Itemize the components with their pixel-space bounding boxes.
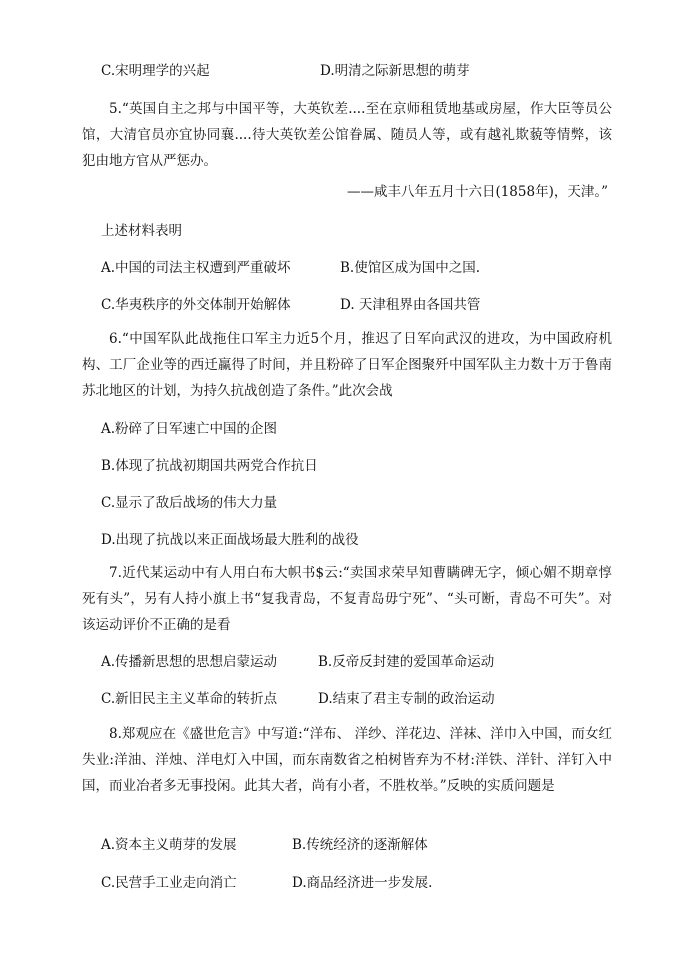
q6-option-d: D.出现了抗战以来正面战场最大胜利的战役 bbox=[101, 532, 359, 548]
q8-option-b: B.传统经济的逐渐解体 bbox=[292, 837, 428, 853]
q8-stem: 8.郑观应在《盛世危言》中写道:“洋布、 洋纱、洋花边、洋袜、洋巾入中国，而女红失业:洋油、洋烛、洋电灯入中国，而东南数省之柏树皆弃为不材:洋铁、洋针、洋钉入中国，而业冶者多无事投闲。此其大者，尚有小者，不胜枚举。”反映的实质问题是 bbox=[82, 726, 612, 794]
q5-option-b: B.使馆区成为国中之国. bbox=[340, 260, 481, 276]
q7-option-b: B.反帝反封建的爱国革命运动 bbox=[318, 654, 495, 670]
q6-option-b: B.体现了抗战初期国共两党合作抗日 bbox=[101, 458, 318, 474]
q6-option-c: C.显示了敌后战场的伟大力量 bbox=[101, 495, 278, 511]
q8-option-c: C.民营手工业走向消亡 bbox=[101, 875, 237, 891]
q8-option-d: D.商品经济进一步发展. bbox=[292, 875, 433, 891]
q4-option-c: C.宋明理学的兴起 bbox=[101, 63, 210, 79]
q5-option-d: D. 天津租界由各国共管 bbox=[340, 297, 481, 313]
q8-option-a: A.资本主义萌芽的发展 bbox=[101, 837, 237, 853]
q7-option-a: A.传播新思想的思想启蒙运动 bbox=[101, 654, 278, 670]
q5-option-c: C.华夷秩序的外交体制开始解体 bbox=[101, 297, 291, 313]
q6-stem: 6.“中国军队此战拖住口军主力近5个月，推迟了日军向武汉的进攻，为中国政府机构、工厂企业等的西迁赢得了时间，并且粉碎了日军企图聚歼中国军队主力数十万于鲁南苏北地区的计划，为持久抗战创造了条件。”此次会战 bbox=[82, 331, 612, 399]
q5-option-a: A.中国的司法主权遭到严重破坏 bbox=[101, 260, 291, 276]
q7-stem: 7.近代某运动中有人用白布大帜书$云:“卖国求荣早知曹瞒碑无字，倾心媚不期章惇死有头”，另有人持小旗上书“复我青岛，不复青岛毋宁死”、“头可断，青岛不可失”。对 该运动评价不正确的是看 bbox=[82, 565, 612, 633]
q5-stem: 5.“英国自主之邦与中国平等，大英钦差....至在京师租赁地基或房屋，作大臣等员公馆，大清官员亦宜协同襄....待大英钦差公馆眷属、随员人等，或有越礼欺藐等情弊，该犯由地方官从严惩办。 bbox=[82, 101, 612, 169]
q4-option-d: D.明清之际新思想的萌芽 bbox=[320, 63, 470, 79]
q7-option-d: D.结束了君主专制的政治运动 bbox=[318, 691, 495, 707]
q5-prompt: 上述材料表明 bbox=[101, 223, 182, 239]
q5-source: ——咸丰八年五月十六日(1858年)，天津。” bbox=[346, 184, 608, 200]
q7-option-c: C.新旧民主主义革命的转折点 bbox=[101, 691, 278, 707]
q6-option-a: A.粉碎了日军速亡中国的企图 bbox=[101, 421, 278, 437]
